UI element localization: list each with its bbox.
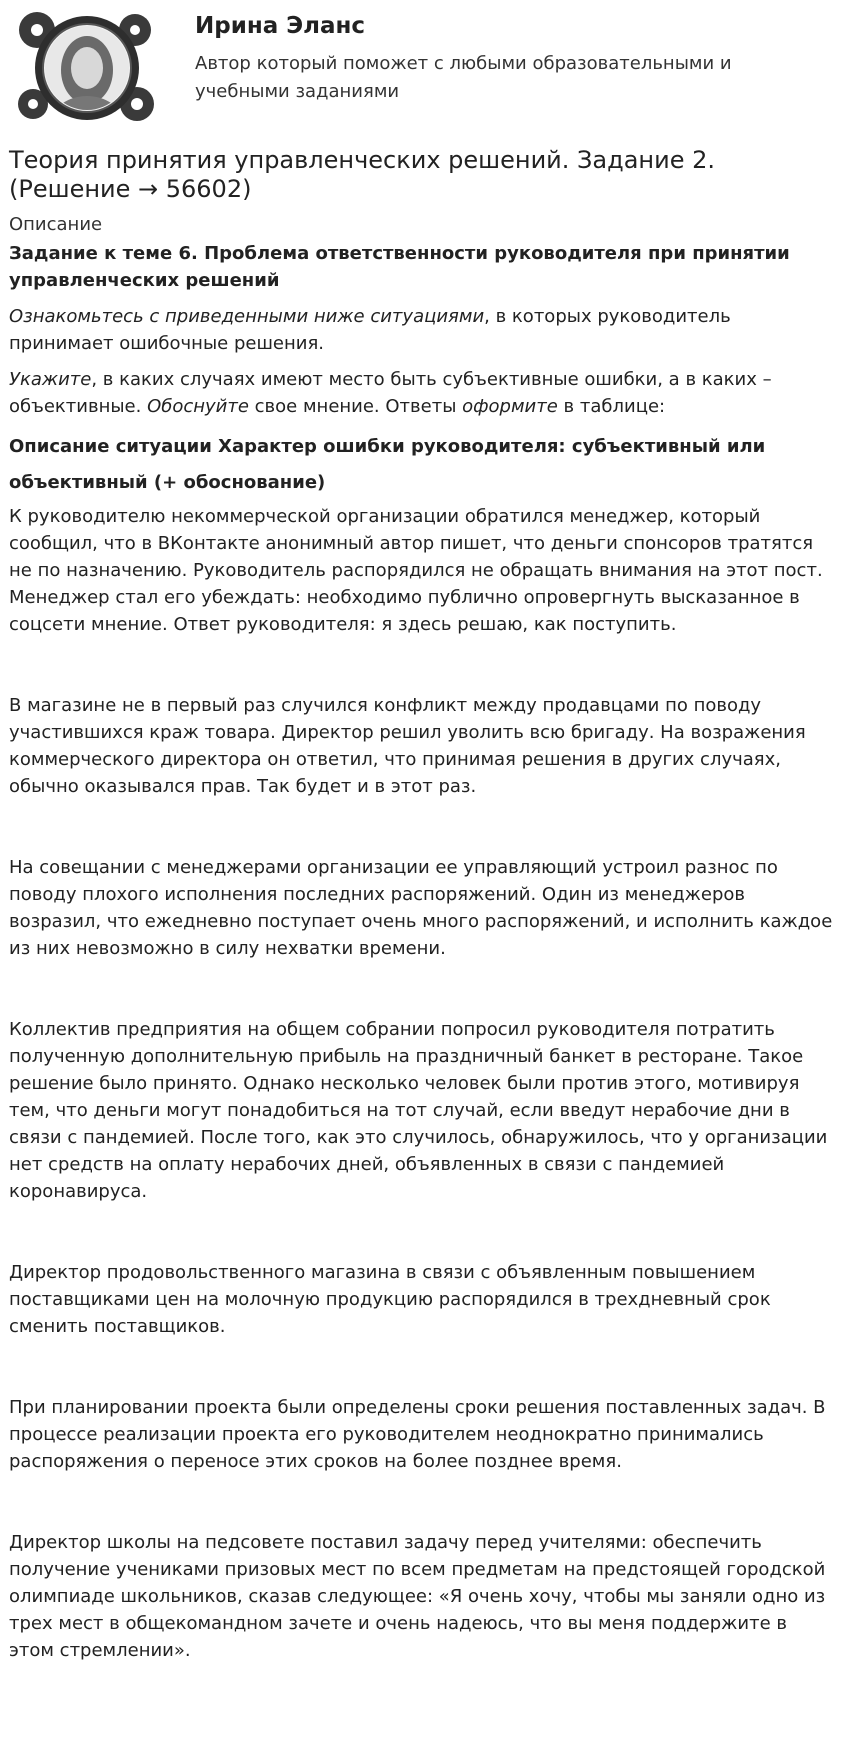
instruction-text: свое мнение. Ответы — [248, 396, 463, 417]
instruction-text: , в которых руководитель принимает ошибочные решения. — [9, 306, 731, 354]
instruction-emphasis: Ознакомьтесь с приведенными ниже ситуациями — [9, 306, 485, 327]
table-header: Описание ситуации Характер ошибки руководителя: субъективный или объективный (+ обоснование) — [9, 436, 766, 493]
instruction-paragraph-1 — [9, 303, 837, 357]
avatar-image — [15, 8, 155, 126]
instruction-text: в таблице: — [557, 396, 666, 417]
author-card — [9, 0, 837, 130]
instruction-emphasis: оформите — [462, 396, 558, 417]
situation-paragraph: В магазине не в первый раз случился конфликт между продавцами по поводу участившихся краж товара. Директор решил уволить всю бригаду. На возражения коммерческого директора он ответил, что принимая решения в других случаях, обычно оказывался прав. Так будет и в этот раз. — [9, 695, 806, 797]
situation-paragraph: На совещании с менеджерами организации ее управляющий устроил разнос по поводу плохого исполнения последних распоряжений. Один из менеджеров возразил, что ежедневно поступает очень много распоряжений, и исполнить каждое из них невозможно в силу нехватки времени. — [9, 857, 833, 959]
instruction-text: , в каких случаях имеют место быть субъективные ошибки, а в каких – объективные. — [9, 369, 772, 417]
author-name[interactable]: Ирина Эланс — [195, 13, 366, 39]
instruction-emphasis: Укажите — [9, 369, 92, 390]
situation-paragraph: Директор школы на педсовете поставил задачу перед учителями: обеспечить получение учениками призовых мест по всем предметам на предстоящей городской олимпиаде школьников, сказав следующее: «Я очень хочу, чтобы мы заняли одно из трех мест в общекомандном зачете и очень надеюсь, что вы меня поддержите в этом стремлении». — [9, 1532, 826, 1661]
situation-paragraph: Директор продовольственного магазина в связи с объявленным повышением поставщиками цен на молочную продукцию распорядился в трехдневный срок сменить поставщиков. — [9, 1262, 771, 1337]
instruction-emphasis: Обоснуйте — [147, 396, 249, 417]
situation-paragraph: Коллектив предприятия на общем собрании попросил руководителя потратить полученную дополнительную прибыль на праздничный банкет в ресторане. Такое решение было принято. Однако несколько человек были против этого, мотивируя тем, что деньги могут понадобиться на тот случай, если введут нерабочие дни в связи с пандемией. После того, как это случилось, обнаружилось, что у организации нет средств на оплату нерабочих дней, объявленных в связи с пандемией коронавируса. — [9, 1019, 828, 1202]
situation-paragraph: К руководителю некоммерческой организации обратился менеджер, который сообщил, что в ВКонтакте анонимный автор пишет, что деньги спонсоров тратятся не по назначению. Руководитель распорядился не обращать внимания на этот пост. Менеджер стал его убеждать: необходимо публично опровергнуть высказанное в соцсети мнение. Ответ руководителя: я здесь решаю, как поступить. — [9, 506, 823, 635]
author-description: Автор который поможет с любыми образовательными и учебными заданиями — [195, 53, 732, 102]
page-title: Теория принятия управленческих решений. Задание 2. (Решение → 56602) — [9, 146, 715, 203]
instruction-paragraph-2 — [9, 366, 837, 420]
task-heading: Задание к теме 6. Проблема ответственности руководителя при принятии управленческих решений — [9, 243, 790, 291]
situation-paragraph: При планировании проекта были определены сроки решения поставленных задач. В процессе реализации проекта его руководителем неоднократно принимались распоряжения о переносе этих сроков на более позднее время. — [9, 1397, 826, 1472]
description-label: Описание — [9, 214, 103, 235]
avatar[interactable] — [15, 8, 155, 126]
